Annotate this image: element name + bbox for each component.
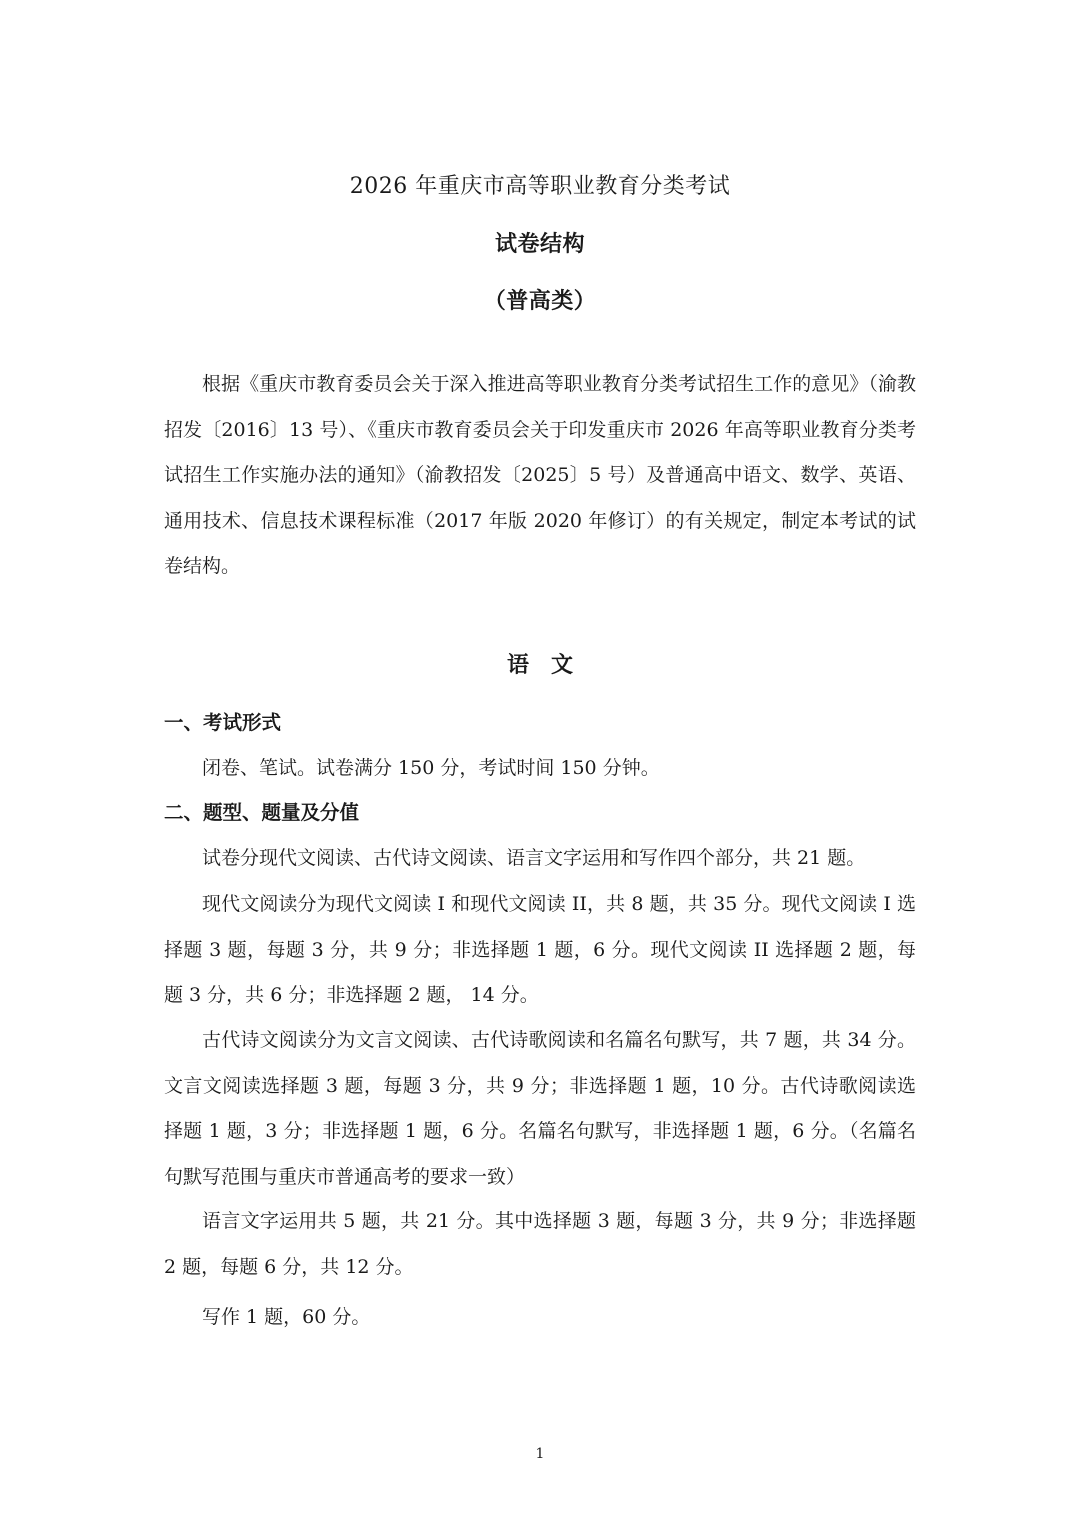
section-heading-exam-format: 一、考试形式: [164, 711, 282, 734]
document-title: 2026 年重庆市高等职业教育分类考试: [349, 174, 731, 199]
question-types-paragraph-1: 试卷分现代文阅读、古代诗文阅读、语言文字运用和写作四个部分，共 21 题。: [202, 847, 866, 869]
question-types-paragraph-3: 古代诗文阅读分为文言文阅读、古代诗歌阅读和名篇名句默写，共 7 题，共 34 分。文言文阅读选择题 3 题，每题 3 分，共 9 分；非选择题 1 题，10 分。古代诗歌阅读选择题 1 题，3 分；非选择题 1 题，6 分。名篇名句默写，非选择题 1 题，6 分。（名篇名句默写范围与重庆市普通高考的要求一致）: [164, 1029, 916, 1188]
question-types-paragraph-4: 语言文字运用共 5 题，共 21 分。其中选择题 3 题，每题 3 分，共 9 分；非选择题 2 题，每题 6 分，共 12 分。: [164, 1210, 916, 1278]
subject-heading: 语 文: [506, 652, 573, 678]
exam-format-paragraph: 闭卷、笔试。试卷满分 150 分，考试时间 150 分钟。: [202, 757, 660, 779]
page-number: 1: [535, 1446, 545, 1462]
intro-paragraph: 根据《重庆市教育委员会关于深入推进高等职业教育分类考试招生工作的意见》（渝教招发〔2016〕13 号）、《重庆市教育委员会关于印发重庆市 2026 年高等职业教育分类考试招生工作实施办法的通知》（渝教招发〔2025〕5 号）及普通高中语文、数学、英语、通用技术、信息技术课程标准（2017 年版 2020 年修订）的有关规定，制定本考试的试卷结构。: [164, 373, 916, 577]
section-heading-question-types: 二、题型、题量及分值: [164, 801, 360, 824]
question-types-paragraph-5: 写作 1 题，60 分。: [202, 1306, 371, 1328]
document-subtitle: 试卷结构: [494, 231, 585, 257]
question-types-paragraph-2: 现代文阅读分为现代文阅读 I 和现代文阅读 II，共 8 题，共 35 分。现代文阅读 I 选择题 3 题，每题 3 分，共 9 分；非选择题 1 题，6 分。现代文阅读 II 选择题 2 题，每题 3 分，共 6 分；非选择题 2 题， 14 分。: [164, 893, 916, 1006]
document-category: （普高类）: [483, 288, 597, 314]
